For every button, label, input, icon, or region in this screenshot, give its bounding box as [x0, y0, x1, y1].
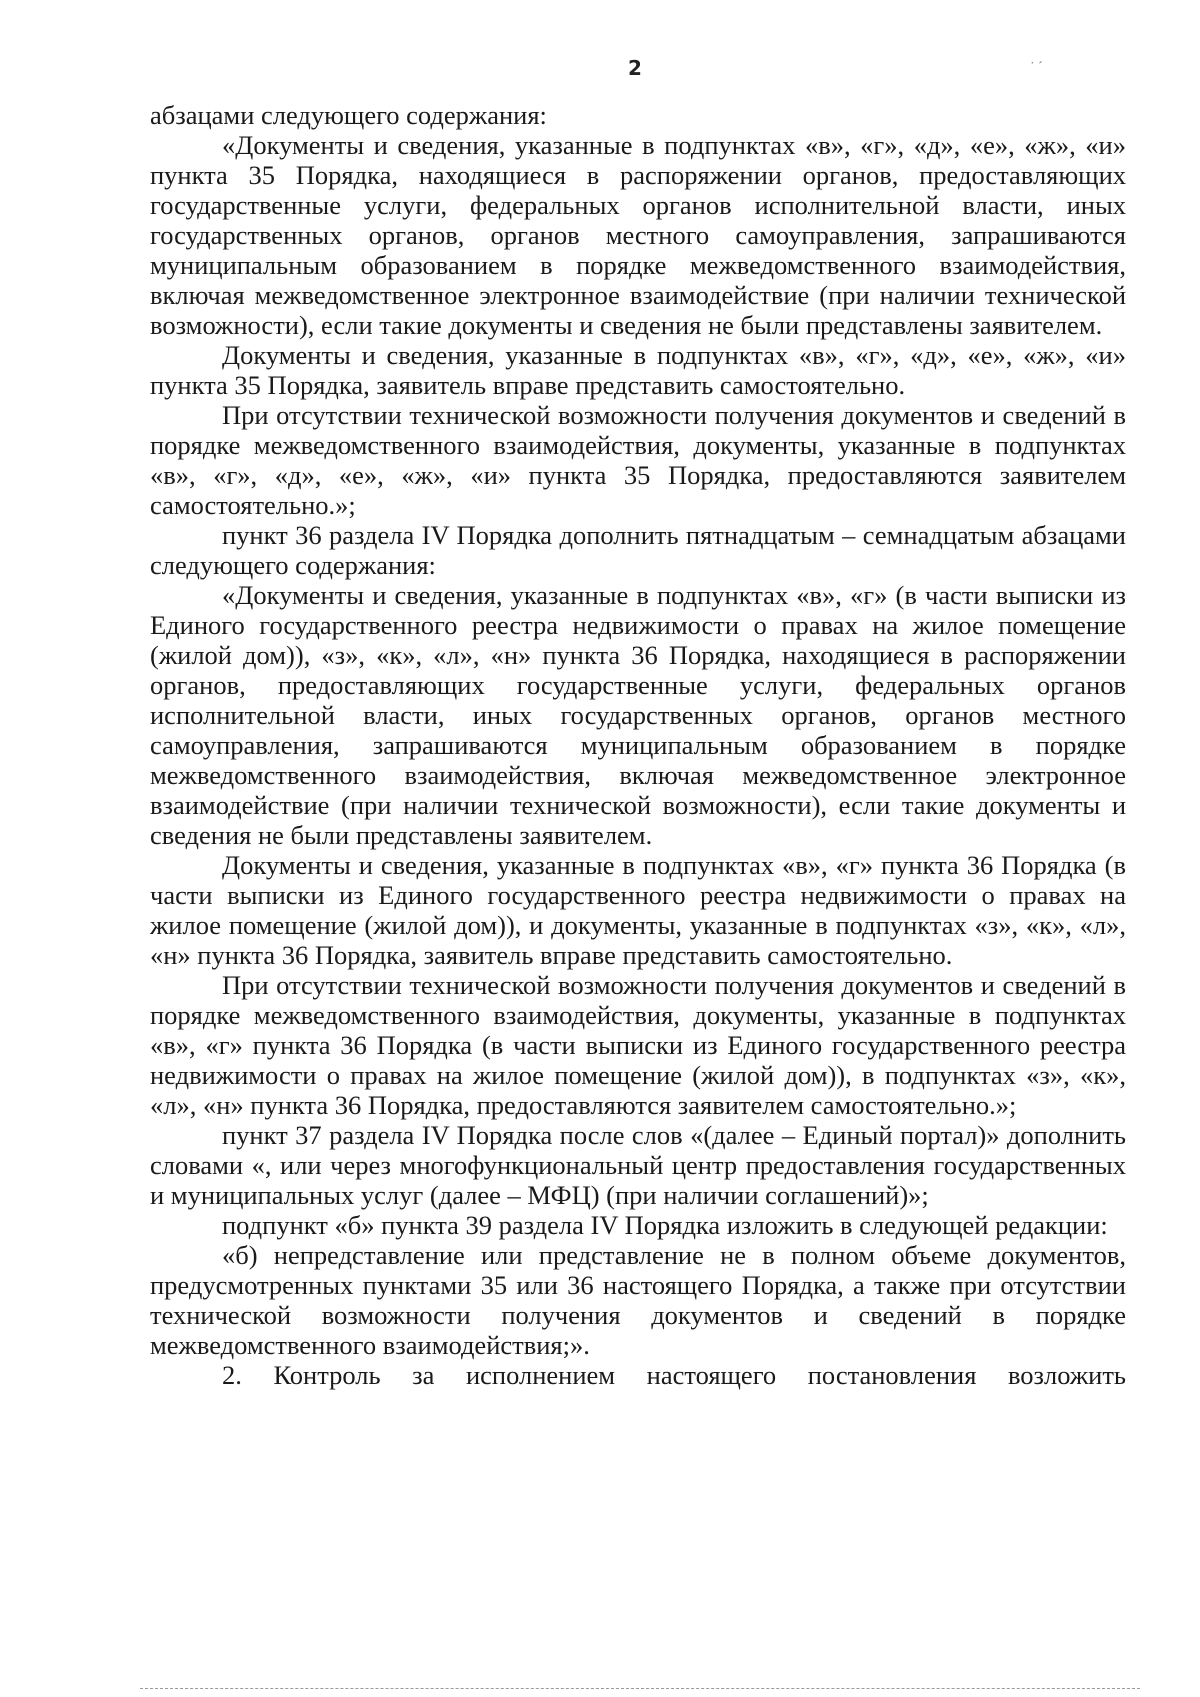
paragraph: «Документы и сведения, указанные в подпунктах «в», «г», «д», «е», «ж», «и» пункта 35 Порядка, находящиеся в распоряжении органов, предоставляющих государственные услуги, федеральных органов исполнительной власти, иных государственных органов, органов местного самоуправления, запрашиваются муниципальным образованием в порядке межведомственного взаимодействия, включая межведомственное электронное взаимодействие (при наличии технической возможности), если такие документы и сведения не были представлены заявителем. [150, 130, 1126, 340]
document-body [150, 100, 1126, 1390]
paragraph: «Документы и сведения, указанные в подпунктах «в», «г» (в части выписки из Единого государственного реестра недвижимости о правах на жилое помещение (жилой дом)), «з», «к», «л», «н» пункта 36 Порядка, находящиеся в распоряжении органов, предоставляющих государственные услуги, федеральных органов исполнительной власти, иных государственных органов, органов местного самоуправления, запрашиваются муниципальным образованием в порядке межведомственного взаимодействия, включая межведомственное электронное взаимодействие (при наличии технической возможности), если такие документы и сведения не были представлены заявителем. [150, 580, 1126, 850]
paragraph: подпункт «б» пункта 39 раздела IV Порядка изложить в следующей редакции: [222, 1210, 1108, 1240]
paragraph: 2. Контроль за исполнением настоящего постановления возложить [222, 1360, 1126, 1390]
scan-edge-line [140, 1688, 1140, 1689]
paragraph: пункт 37 раздела IV Порядка после слов «(далее – Единый портал)» дополнить словами «, или через многофункциональный центр предоставления государственных и муниципальных услуг (далее – МФЦ) (при наличии соглашений)»; [150, 1120, 1126, 1210]
paragraph: Документы и сведения, указанные в подпунктах «в», «г», «д», «е», «ж», «и» пункта 35 Порядка, заявитель вправе представить самостоятельно. [150, 340, 1126, 400]
paragraph: пункт 36 раздела IV Порядка дополнить пятнадцатым – семнадцатым абзацами следующего содержания: [150, 520, 1126, 580]
paragraph: При отсутствии технической возможности получения документов и сведений в порядке межведомственного взаимодействия, документы, указанные в подпунктах «в», «г» пункта 36 Порядка (в части выписки из Единого государственного реестра недвижимости о правах на жилое помещение (жилой дом)), в подпунктах «з», «к», «л», «н» пункта 36 Порядка, предоставляются заявителем самостоятельно.»; [150, 970, 1126, 1120]
scan-artifact: ˙ ˊ [1030, 60, 1043, 75]
paragraph: При отсутствии технической возможности получения документов и сведений в порядке межведомственного взаимодействия, документы, указанные в подпунктах «в», «г», «д», «е», «ж», «и» пункта 35 Порядка, предоставляются заявителем самостоятельно.»; [150, 400, 1126, 520]
paragraph: абзацами следующего содержания: [150, 100, 547, 130]
page-number: 2 [628, 56, 642, 80]
paragraph: Документы и сведения, указанные в подпунктах «в», «г» пункта 36 Порядка (в части выписки из Единого государственного реестра недвижимости о правах на жилое помещение (жилой дом)), и документы, указанные в подпунктах «з», «к», «л», «н» пункта 36 Порядка, заявитель вправе представить самостоятельно. [150, 850, 1126, 970]
paragraph: «б) непредставление или представление не в полном объеме документов, предусмотренных пунктами 35 или 36 настоящего Порядка, а также при отсутствии технической возможности получения документов и сведений в порядке межведомственного взаимодействия;». [150, 1240, 1126, 1360]
